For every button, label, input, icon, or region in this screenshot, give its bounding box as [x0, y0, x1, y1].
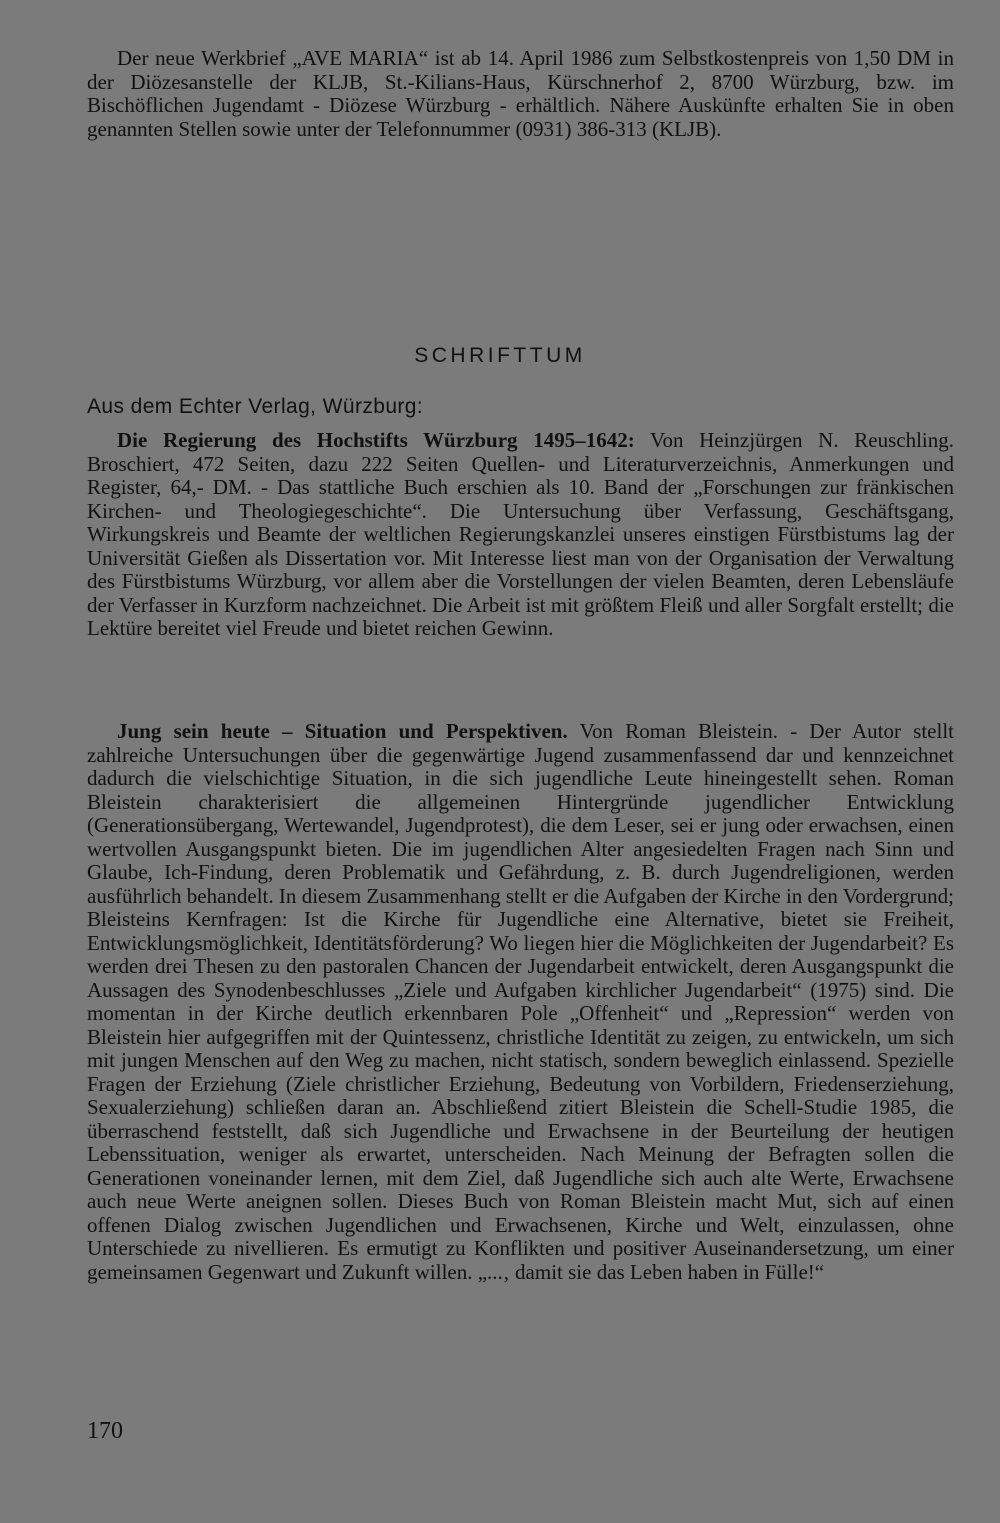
publisher-line: Aus dem Echter Verlag, Würzburg:	[87, 395, 424, 418]
review-entry	[87, 429, 954, 641]
review-title: Die Regierung des Hochstifts Würzburg 1495–1642:	[117, 428, 635, 452]
section-heading: SCHRIFTTUM	[414, 344, 586, 367]
review-title: Jung sein heute – Situation und Perspektiven.	[117, 719, 568, 743]
review-entry	[87, 720, 954, 1284]
notice-text: Der neue Werkbrief „AVE MARIA“ ist ab 14. April 1986 zum Selbstkostenpreis von 1,50 DM in der Diözesanstelle der KLJB, St.-Kilians-Haus, Kürschnerhof 2, 8700 Würzburg, bzw. im Bischöflichen Jugendamt - Diözese Würzburg - erhältlich. Nähere Auskünfte erhalten Sie in oben genannten Stellen sowie unter der Telefonnummer (0931) 386-313 (KLJB).	[87, 46, 954, 141]
review-body: Von Roman Bleistein. - Der Autor stellt zahlreiche Untersuchungen über die gegenwärtige Jugend zusammenfassend dar und kennzeichnet dadurch die vielschichtige Situation, in die sich jugendliche Leute hineingestellt sehen. Roman Bleistein charakterisiert die allgemeinen Hintergründe jugendlicher Entwicklung (Generationsübergang, Wertewandel, Jugendprotest), die dem Leser, sei er jung oder erwachsen, einen wertvollen Ausgangspunkt bieten. Die im jugendlichen Alter angesiedelten Fragen nach Sinn und Glaube, Ich-Findung, deren Problematik und Gefährdung, z. B. durch Jugendreligionen, werden ausführlich behandelt. In diesem Zusammenhang stellt er die Aufgaben der Kirche in den Vordergrund; Bleisteins Kernfragen: Ist die Kirche für Jugendliche eine Alternative, bietet sie Freiheit, Entwicklungsmöglichkeit, Identitätsförderung? Wo liegen hier die Möglichkeiten der Jugendarbeit? Es werden drei Thesen zu den pastoralen Chancen der Jugendarbeit entwickelt, deren Ausgangspunkt die Aussagen des Synodenbeschlusses „Ziele und Aufgaben kirchlicher Jugendarbeit“ (1975) sind. Die momentan in der Kirche deutlich erkennbaren Pole „Offenheit“ und „Repression“ werden von Bleistein hier aufgegriffen mit der Quintessenz, christliche Identität zu zeigen, zu entwickeln, um sich mit jungen Menschen auf den Weg zu machen, nicht statisch, sondern beweglich einlassend. Spezielle Fragen der Erziehung (Ziele christlicher Erziehung, Bedeutung von Vorbildern, Friedenserziehung, Sexualerziehung) schließen daran an. Abschließend zitiert Bleistein die Schell-Studie 1985, die überraschend feststellt, daß sich Jugendliche und Erwachsene in der Beurteilung der heutigen Lebenssituation, weniger als erwartet, unterscheiden. Nach Meinung der Befragten sollen die Generationen voneinander lernen, mit dem Ziel, daß Jugendliche sich auch alte Werte, Erwachsene auch neue Werte aneignen sollen. Dieses Buch von Roman Bleistein macht Mut, sich auf einen offenen Dialog zwischen Jugendlichen und Erwachsenen, Kirche und Welt, einzulassen, ohne Unterschiede zu nivellieren. Es ermutigt zu Konflikten und positiver Auseinandersetzung, um einer gemeinsamen Gegenwart und Zukunft willen. „...‚ damit sie das Leben haben in Fülle!“	[87, 719, 954, 1284]
page-number: 170	[87, 1418, 123, 1444]
review-paragraph	[87, 720, 954, 1284]
notice-paragraph	[87, 47, 954, 141]
review-body: Von Heinzjürgen N. Reuschling. Broschiert, 472 Seiten, dazu 222 Seiten Quellen- und Literaturverzeichnis, Anmerkungen und Register, 64,- DM. - Das stattliche Buch erschien als 10. Band der „Forschungen zur fränkischen Kirchen- und Theologiegeschichte“. Die Untersuchung über Verfassung, Geschäftsgang, Wirkungskreis und Beamte der weltlichen Regierungskanzlei unseres einstigen Fürstbistums lag der Universität Gießen als Dissertation vor. Mit Interesse liest man von der Organisation der Verwaltung des Fürstbistums Würzburg, vor allem aber die Vorstellungen der vielen Beamten, deren Lebensläufe der Verfasser in Kurzform nachzeichnet. Die Arbeit ist mit größtem Fleiß und aller Sorgfalt erstellt; die Lektüre bereitet viel Freude und bietet reichen Gewinn.	[87, 428, 954, 640]
review-paragraph	[87, 429, 954, 641]
